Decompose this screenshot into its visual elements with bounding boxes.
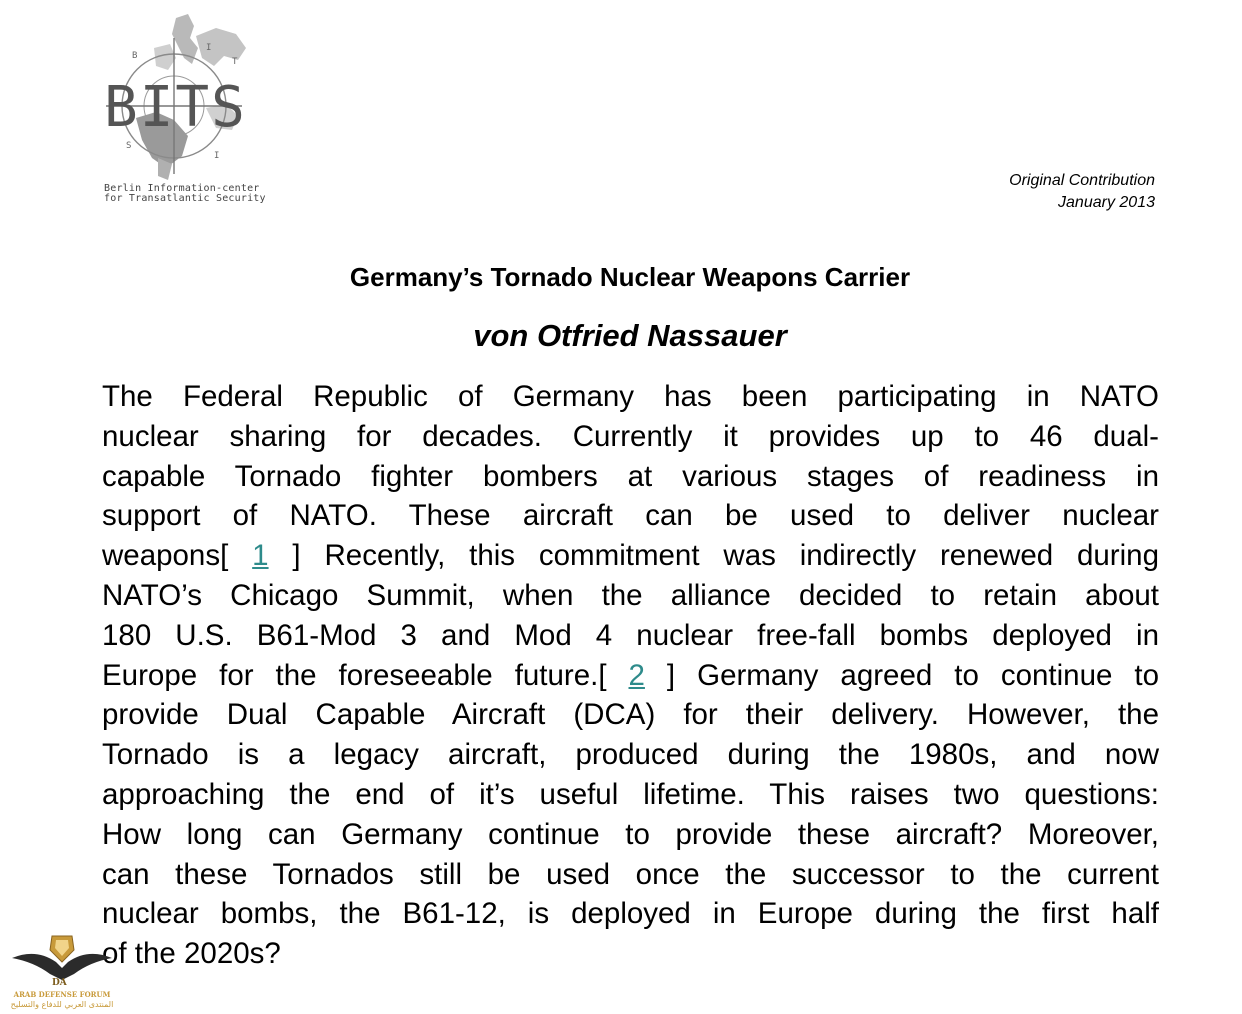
body-text-fragment: ] Germany agreed to continue to bbox=[644, 658, 1159, 692]
body-paragraph bbox=[102, 377, 1159, 974]
logo-letter-b: B bbox=[132, 51, 138, 61]
logo-caption-line2: for Transatlantic Security bbox=[104, 193, 266, 204]
body-text-fragment: weapons[ bbox=[102, 539, 253, 573]
logo-letter-t: T bbox=[232, 57, 238, 67]
document-title: Germany’s Tornado Nuclear Weapons Carrier bbox=[349, 262, 911, 292]
watermark-initials: DA bbox=[52, 978, 67, 988]
body-line: nuclear bombs, the B61-12, is deployed in Europe during the first half bbox=[102, 897, 1159, 931]
body-line-with-ref1 bbox=[102, 536, 1159, 576]
bits-logo-graphic bbox=[96, 8, 266, 208]
body-line: The Federal Republic of Germany has been participating in NATO bbox=[102, 380, 1159, 413]
body-line: can these Tornados still be used once the successor to the current bbox=[102, 857, 1159, 891]
body-text-fragment: ] Recently, this commitment was indirectly renewed during bbox=[268, 539, 1159, 573]
body-line: NATO’s Chicago Summit, when the alliance decided to retain about bbox=[102, 578, 1159, 612]
body-line: nuclear sharing for decades. Currently it provides up to 46 dual- bbox=[102, 419, 1159, 453]
footnote-link-2[interactable]: 2 bbox=[628, 658, 645, 692]
body-line: How long can Germany continue to provide these aircraft? Moreover, bbox=[102, 817, 1159, 851]
footnote-link-1[interactable]: 1 bbox=[252, 539, 269, 573]
body-line: approaching the end of it’s useful lifetime. This raises two questions: bbox=[102, 777, 1159, 811]
logo-caption-line1: Berlin Information-center bbox=[104, 183, 260, 194]
body-line-with-ref2 bbox=[102, 656, 1159, 696]
body-line: capable Tornado fighter bombers at various stages of readiness in bbox=[102, 459, 1159, 493]
bits-logo bbox=[96, 8, 266, 208]
logo-caption bbox=[104, 184, 266, 204]
watermark-arabic: المنتدى العربي للدفاع والتسليح bbox=[10, 1000, 114, 1009]
logo-letter-i: I bbox=[206, 43, 212, 53]
body-text-fragment: Europe for the foreseeable future.[ bbox=[102, 658, 629, 692]
document-author: von Otfried Nassauer bbox=[473, 318, 787, 353]
publication-date: January 2013 bbox=[1058, 194, 1155, 211]
document-meta bbox=[1009, 170, 1155, 214]
logo-wordmark: BITS bbox=[104, 75, 247, 140]
contribution-type: Original Contribution bbox=[1009, 172, 1155, 189]
body-line-last: of the 2020s? bbox=[102, 937, 281, 971]
body-line: provide Dual Capable Aircraft (DCA) for their delivery. However, the bbox=[102, 698, 1159, 732]
body-line: Tornado is a legacy aircraft, produced during the 1980s, and now bbox=[102, 738, 1159, 772]
logo-letter-i2: I bbox=[214, 151, 220, 161]
watermark-name: ARAB DEFENSE FORUM bbox=[13, 990, 111, 999]
logo-letter-s: S bbox=[126, 141, 132, 151]
body-line: 180 U.S. B61-Mod 3 and Mod 4 nuclear free-fall bombs deployed in bbox=[102, 618, 1159, 652]
body-line: support of NATO. These aircraft can be used to deliver nuclear bbox=[102, 499, 1159, 533]
